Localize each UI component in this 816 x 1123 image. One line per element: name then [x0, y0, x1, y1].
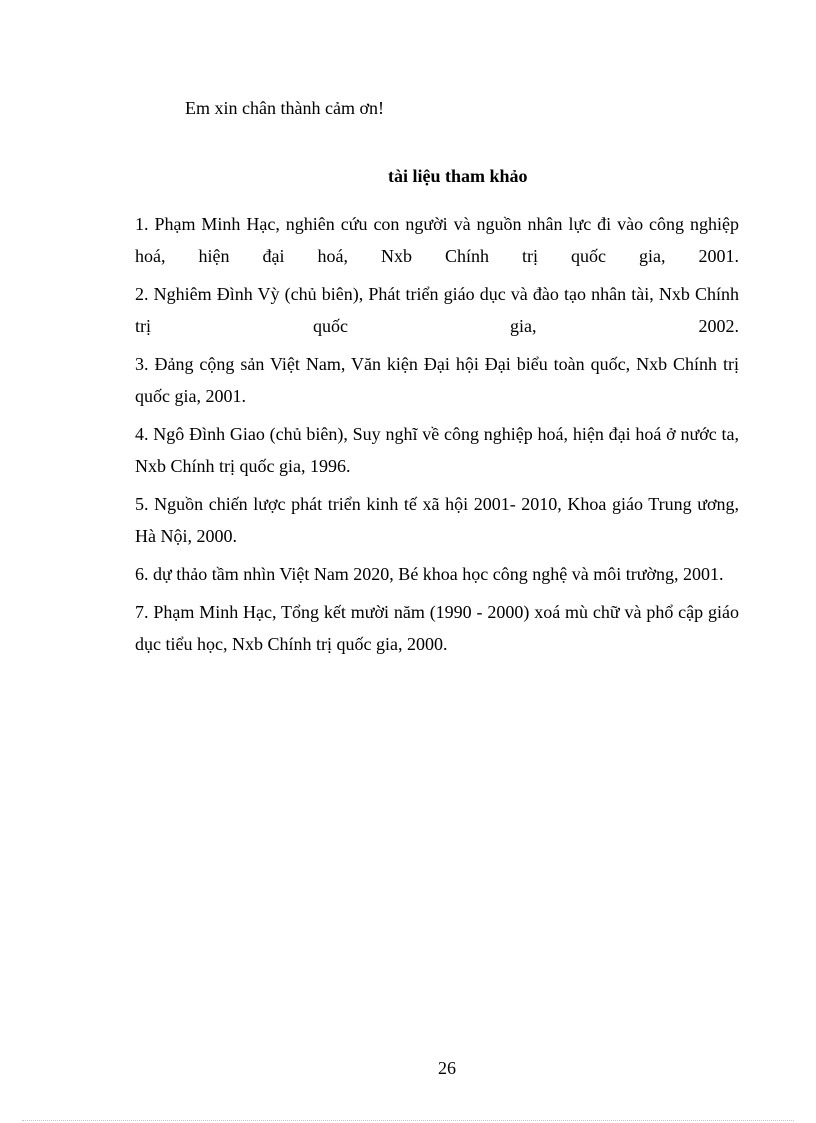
reference-item: 3. Đảng cộng sản Việt Nam, Văn kiện Đại hội Đại biểu toàn quốc, Nxb Chính trị quốc gia, 2001.: [135, 354, 739, 406]
reference-item: 4. Ngô Đình Giao (chủ biên), Suy nghĩ về công nghiệp hoá, hiện đại hoá ở nước ta, Nxb Chính trị quốc gia, 1996.: [135, 424, 739, 476]
page-number: 26: [438, 1058, 456, 1078]
reference-item: 1. Phạm Minh Hạc, nghiên cứu con người và nguồn nhân lực đi vào công nghiệp hoá, hiện đại hoá, Nxb Chính trị quốc gia, 2001.: [135, 214, 739, 266]
footer-divider: [22, 1120, 794, 1121]
reference-item: 6. dự thảo tầm nhìn Việt Nam 2020, Bé khoa học công nghệ và môi trường, 2001.: [135, 564, 724, 584]
closing-line: Em xin chân thành cảm ơn!: [185, 98, 384, 118]
reference-item: 5. Nguồn chiến lược phát triển kinh tế xã hội 2001- 2010, Khoa giáo Trung ương, Hà Nội, 2000.: [135, 494, 739, 546]
reference-list: [135, 208, 739, 666]
references-heading: tài liệu tham khảo: [388, 166, 528, 186]
reference-item: 7. Phạm Minh Hạc, Tổng kết mười năm (1990 - 2000) xoá mù chữ và phổ cập giáo dục tiểu học, Nxb Chính trị quốc gia, 2000.: [135, 602, 739, 654]
reference-item: 2. Nghiêm Đình Vỳ (chủ biên), Phát triển giáo dục và đào tạo nhân tài, Nxb Chính trị quốc gia, 2002.: [135, 284, 739, 336]
